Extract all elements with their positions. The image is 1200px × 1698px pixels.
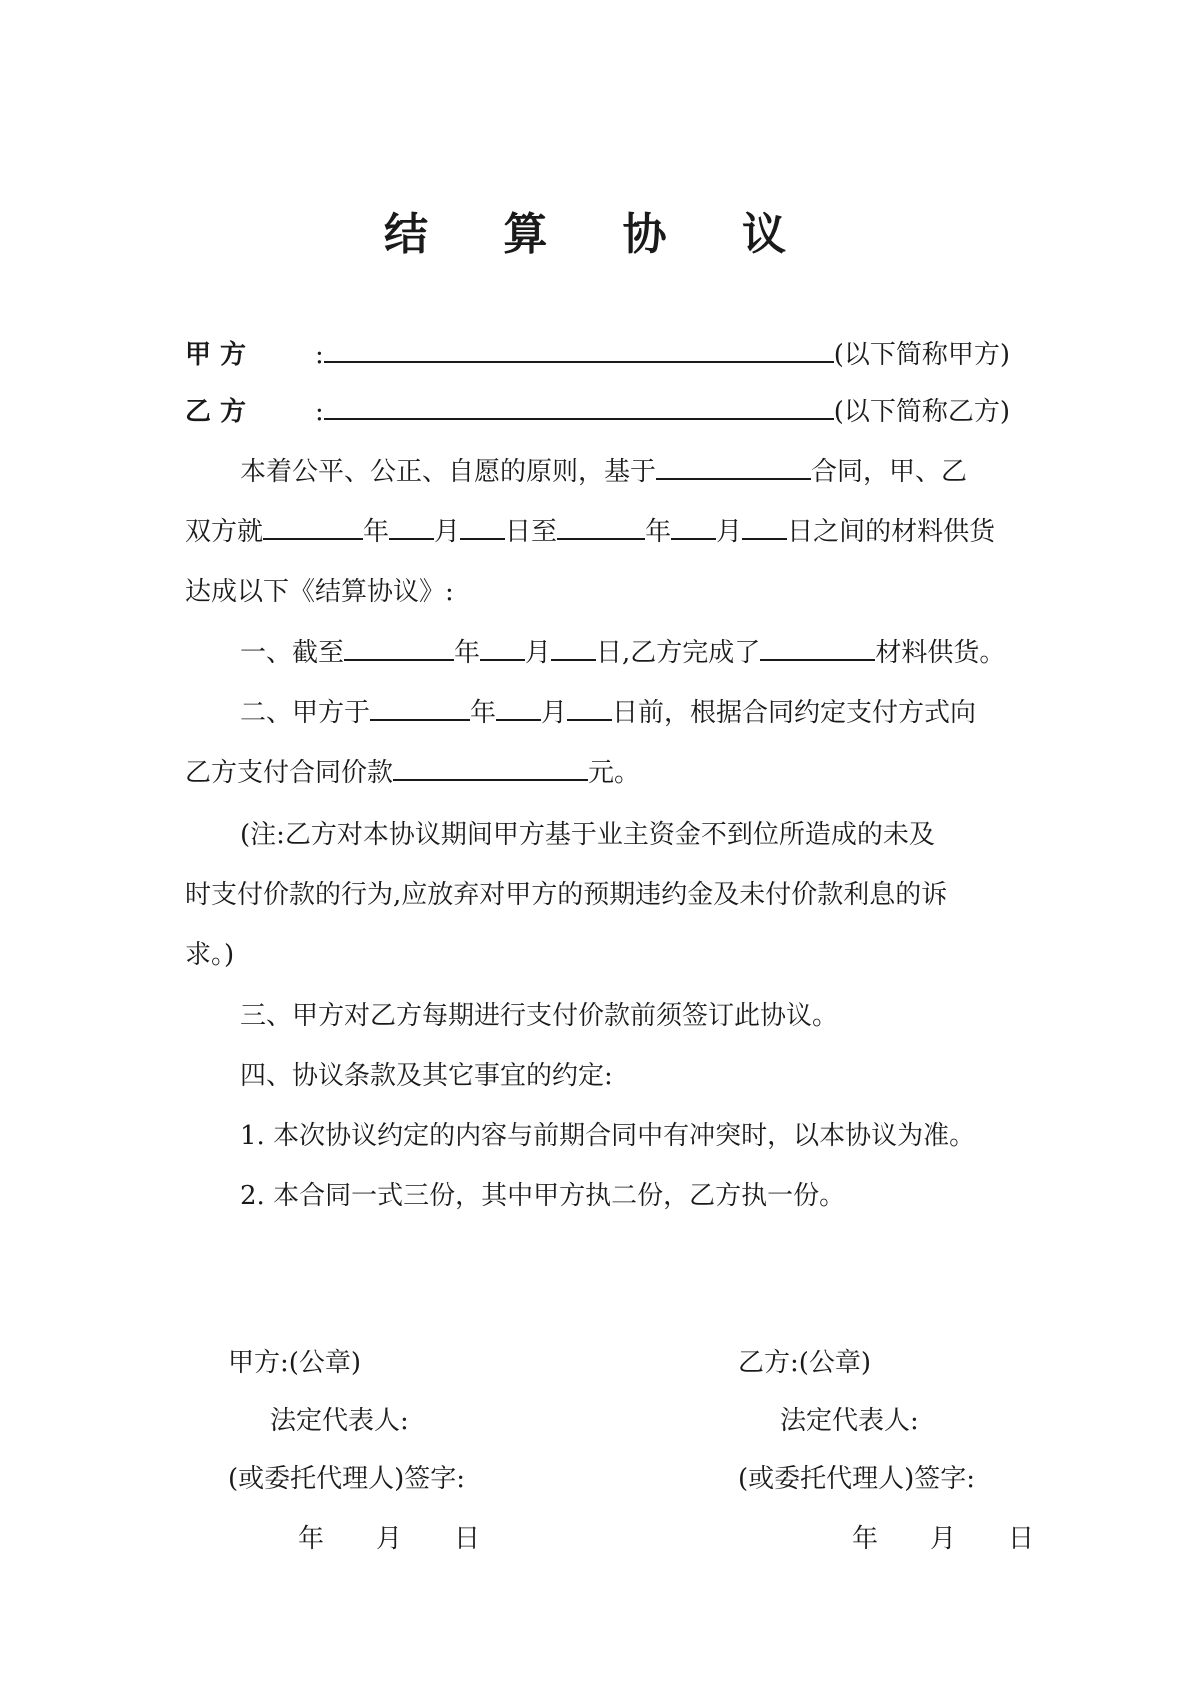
clause-2-month-blank[interactable] bbox=[496, 693, 541, 721]
item-2: 2. 本合同一式三份，其中甲方执二份，乙方执一份。 bbox=[240, 1181, 846, 1211]
clause-1-month-blank[interactable] bbox=[480, 633, 525, 661]
clause-1-end: 材料供货。 bbox=[875, 638, 1006, 668]
end-month-blank[interactable] bbox=[671, 512, 716, 540]
intro-line-1 bbox=[240, 452, 967, 492]
end-day-blank[interactable] bbox=[742, 512, 787, 540]
sign-a-seal: 甲方:(公章) bbox=[228, 1348, 362, 1378]
clause-2-mid: 日前，根据合同约定支付方式向 bbox=[612, 698, 977, 728]
year-label: 年 bbox=[470, 698, 497, 728]
clause-2 bbox=[240, 693, 976, 733]
end-year-blank[interactable] bbox=[557, 512, 645, 540]
intro-line-3: 达成以下《结算协议》: bbox=[185, 577, 454, 607]
sign-a-agent: (或委托代理人)签字: bbox=[228, 1464, 466, 1494]
intro-text-2: 合同，甲、乙 bbox=[811, 457, 968, 487]
month-label: 月 bbox=[525, 638, 552, 668]
year-label: 年 bbox=[454, 638, 481, 668]
sign-b-seal: 乙方:(公章) bbox=[738, 1348, 872, 1378]
note-line-1: (注:乙方对本协议期间甲方基于业主资金不到位所造成的未及 bbox=[240, 820, 935, 850]
clause-2-start: 二、甲方于 bbox=[240, 698, 371, 728]
clause-3: 三、甲方对乙方每期进行支付价款前须签订此协议。 bbox=[240, 1001, 839, 1031]
clause-1-day-blank[interactable] bbox=[551, 633, 596, 661]
party-b-line bbox=[185, 392, 1010, 432]
clause-1-material-blank[interactable] bbox=[760, 633, 875, 661]
year-label: 年 bbox=[363, 517, 390, 547]
month-label: 月 bbox=[434, 517, 461, 547]
clause-2-day-blank[interactable] bbox=[567, 693, 612, 721]
clause-2-line-2 bbox=[185, 753, 640, 793]
party-a-line bbox=[185, 335, 1010, 375]
sign-a-date: 年 月 日 bbox=[298, 1524, 481, 1554]
start-day-blank[interactable] bbox=[460, 512, 505, 540]
day-to-label: 日至 bbox=[505, 517, 558, 547]
sign-b-agent: (或委托代理人)签字: bbox=[738, 1464, 976, 1494]
note-line-3: 求。) bbox=[185, 940, 235, 970]
start-month-blank[interactable] bbox=[389, 512, 434, 540]
start-year-blank[interactable] bbox=[263, 512, 363, 540]
party-a-label: 甲 方 bbox=[185, 340, 247, 370]
party-b-blank[interactable] bbox=[324, 392, 834, 420]
clause-2-line-2-start: 乙方支付合同价款 bbox=[185, 758, 394, 788]
party-b-label: 乙 方 bbox=[185, 397, 247, 427]
intro-text-4: 日之间的材料供货 bbox=[787, 517, 996, 547]
intro-text-1: 本着公平、公正、自愿的原则，基于 bbox=[240, 457, 657, 487]
clause-1-start: 一、截至 bbox=[240, 638, 345, 668]
party-a-suffix: (以下简称甲方) bbox=[833, 340, 1011, 370]
month-label: 月 bbox=[716, 517, 743, 547]
note-line-2: 时支付价款的行为,应放弃对甲方的预期违约金及未付价款利息的诉 bbox=[185, 880, 948, 910]
clause-2-year-blank[interactable] bbox=[370, 693, 470, 721]
party-b-colon: : bbox=[315, 397, 324, 427]
clause-4: 四、协议条款及其它事宜的约定: bbox=[240, 1061, 613, 1091]
contract-amount-blank[interactable] bbox=[393, 753, 588, 781]
month-label: 月 bbox=[541, 698, 568, 728]
clause-1 bbox=[240, 633, 1005, 673]
sign-b-date: 年 月 日 bbox=[852, 1524, 1035, 1554]
party-a-blank[interactable] bbox=[324, 335, 834, 363]
clause-2-line-2-end: 元。 bbox=[588, 758, 641, 788]
contract-name-blank[interactable] bbox=[656, 452, 811, 480]
party-b-suffix: (以下简称乙方) bbox=[833, 397, 1011, 427]
clause-1-mid: 日,乙方完成了 bbox=[596, 638, 761, 668]
intro-text-3: 双方就 bbox=[185, 517, 264, 547]
document-title: 结 算 协 议 bbox=[384, 209, 816, 260]
year-label: 年 bbox=[645, 517, 672, 547]
intro-line-2 bbox=[185, 512, 995, 552]
sign-b-rep: 法定代表人: bbox=[780, 1406, 919, 1436]
sign-a-rep: 法定代表人: bbox=[270, 1406, 409, 1436]
party-a-colon: : bbox=[315, 340, 324, 370]
item-1: 1. 本次协议约定的内容与前期合同中有冲突时，以本协议为准。 bbox=[240, 1121, 976, 1151]
clause-1-year-blank[interactable] bbox=[344, 633, 454, 661]
